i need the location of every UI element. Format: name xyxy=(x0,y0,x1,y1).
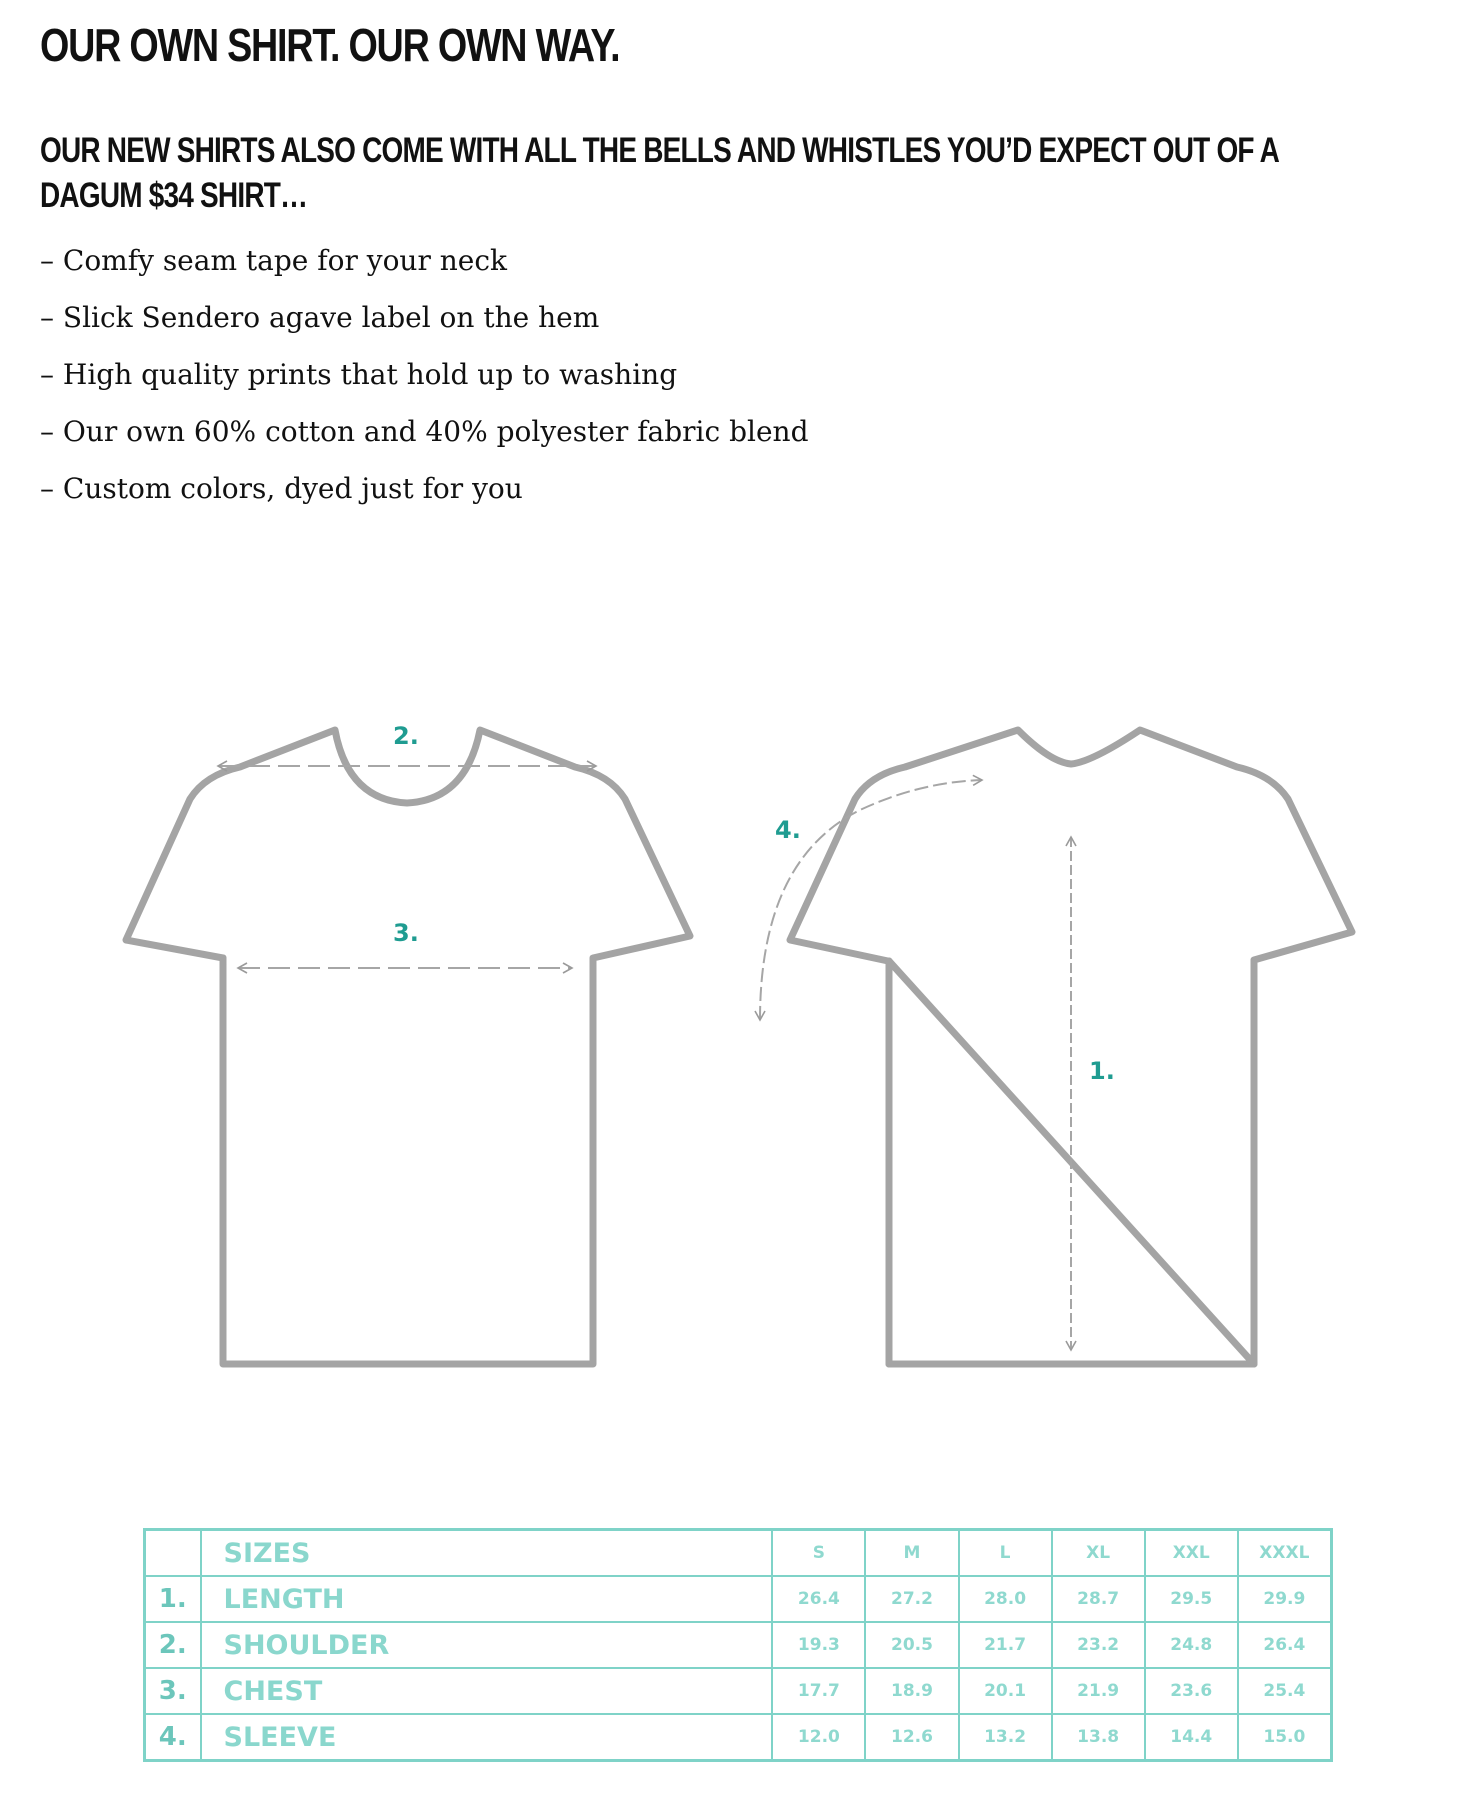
marker-length: 1. xyxy=(1089,1057,1115,1085)
table-row-length xyxy=(145,1576,1332,1622)
row-label: CHEST xyxy=(201,1668,773,1714)
shirt-measurement-diagram xyxy=(0,700,1474,1400)
cell-value: 29.5 xyxy=(1145,1576,1238,1622)
size-s: S xyxy=(772,1530,865,1577)
row-number: 2. xyxy=(145,1622,201,1668)
row-label: LENGTH xyxy=(201,1576,773,1622)
row-label: SLEEVE xyxy=(201,1714,773,1761)
measurement-arrows xyxy=(218,766,1071,1350)
feature-item: – Comfy seam tape for your neck xyxy=(40,244,507,277)
cell-value: 13.2 xyxy=(959,1714,1052,1761)
page-title: OUR OWN SHIRT. OUR OWN WAY. xyxy=(40,19,620,71)
size-l: L xyxy=(959,1530,1052,1577)
cell-value: 21.9 xyxy=(1052,1668,1145,1714)
row-label: SHOULDER xyxy=(201,1622,773,1668)
cell-value: 21.7 xyxy=(959,1622,1052,1668)
table-row-chest xyxy=(145,1668,1332,1714)
feature-item: – Our own 60% cotton and 40% polyester fabric blend xyxy=(40,415,809,448)
cell-value: 20.1 xyxy=(959,1668,1052,1714)
cell-value: 27.2 xyxy=(865,1576,958,1622)
cell-value: 19.3 xyxy=(772,1622,865,1668)
row-number: 3. xyxy=(145,1668,201,1714)
size-xxl: XXL xyxy=(1145,1530,1238,1577)
marker-sleeve: 4. xyxy=(775,816,801,844)
sizes-label: SIZES xyxy=(201,1530,773,1577)
feature-item: – High quality prints that hold up to washing xyxy=(40,358,678,391)
cell-value: 28.0 xyxy=(959,1576,1052,1622)
marker-chest: 3. xyxy=(393,919,419,947)
cell-value: 26.4 xyxy=(772,1576,865,1622)
front-shirt-outline xyxy=(126,730,690,1364)
size-chart-table xyxy=(143,1528,1333,1762)
page-subtitle: OUR NEW SHIRTS ALSO COME WITH ALL THE BELLS AND WHISTLES YOU’D EXPECT OUT OF A DAGUM $34 SHIRT… xyxy=(40,131,1279,215)
cell-value: 28.7 xyxy=(1052,1576,1145,1622)
header-empty-cell xyxy=(145,1530,201,1577)
cell-value: 17.7 xyxy=(772,1668,865,1714)
size-xl: XL xyxy=(1052,1530,1145,1577)
size-m: M xyxy=(865,1530,958,1577)
cell-value: 26.4 xyxy=(1238,1622,1332,1668)
table-row-shoulder xyxy=(145,1622,1332,1668)
cell-value: 15.0 xyxy=(1238,1714,1332,1761)
cell-value: 24.8 xyxy=(1145,1622,1238,1668)
cell-value: 25.4 xyxy=(1238,1668,1332,1714)
cell-value: 23.6 xyxy=(1145,1668,1238,1714)
row-number: 4. xyxy=(145,1714,201,1761)
table-row-sleeve xyxy=(145,1714,1332,1761)
feature-item: – Slick Sendero agave label on the hem xyxy=(40,301,600,334)
feature-item: – Custom colors, dyed just for you xyxy=(40,472,523,505)
size-xxxl: XXXL xyxy=(1238,1530,1332,1577)
cell-value: 13.8 xyxy=(1052,1714,1145,1761)
feature-list xyxy=(40,232,809,517)
cell-value: 12.0 xyxy=(772,1714,865,1761)
row-number: 1. xyxy=(145,1576,201,1622)
cell-value: 18.9 xyxy=(865,1668,958,1714)
cell-value: 14.4 xyxy=(1145,1714,1238,1761)
cell-value: 29.9 xyxy=(1238,1576,1332,1622)
cell-value: 20.5 xyxy=(865,1622,958,1668)
marker-shoulder: 2. xyxy=(393,722,419,750)
cell-value: 23.2 xyxy=(1052,1622,1145,1668)
cell-value: 12.6 xyxy=(865,1714,958,1761)
size-header-row xyxy=(145,1530,1332,1577)
